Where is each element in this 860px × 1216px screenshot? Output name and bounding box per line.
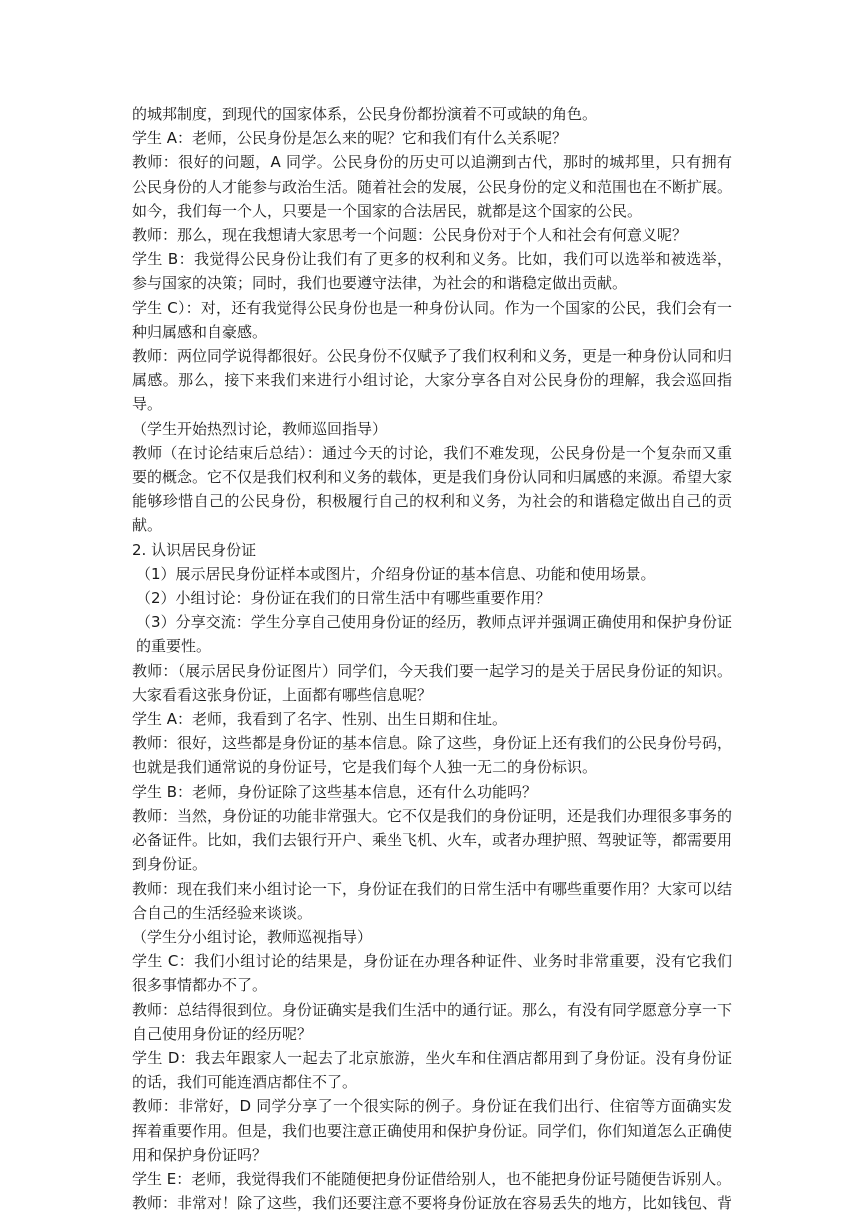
paragraph: 教师：（展示居民身份证图片）同学们，今天我们要一起学习的是关于居民身份证的知识。大家看看这张身份证，上面都有哪些信息呢？: [132, 661, 732, 704]
document-page: [132, 102, 732, 1215]
paragraph: 教师：很好，这些都是身份证的基本信息。除了这些，身份证上还有我们的公民身份号码，也就是我们通常说的身份证号，它是我们每个人独一无二的身份标识。: [132, 734, 733, 777]
paragraph: 教师：两位同学说得都很好。公民身份不仅赋予了我们权利和义务，更是一种身份认同和归属感。那么，接下来我们来进行小组讨论，大家分享各自对公民身份的理解，我会巡回指导。: [132, 347, 733, 414]
paragraph: 学生 C）：对，还有我觉得公民身份也是一种身份认同。作为一个国家的公民，我们会有一种归属感和自豪感。: [132, 298, 732, 341]
paragraph: （学生分小组讨论，教师巡视指导）: [132, 927, 373, 946]
paragraph: 教师：总结得很到位。身份证确实是我们生活中的通行证。那么，有没有同学愿意分享一下自己使用身份证的经历呢？: [132, 1000, 733, 1043]
paragraph: 教师：很好的问题，A 同学。公民身份的历史可以追溯到古代，那时的城邦里，只有拥有公民身份的人才能参与政治生活。随着社会的发展，公民身份的定义和范围也在不断扩展。如今，我们每一个人，只要是一个国家的合法居民，就都是这个国家的公民。: [132, 153, 733, 220]
paragraph: 教师：那么，现在我想请大家思考一个问题：公民身份对于个人和社会有何意义呢？: [132, 226, 688, 245]
paragraph: 教师：当然，身份证的功能非常强大。它不仅是我们的身份证明，还是我们办理很多事务的必备证件。比如，我们去银行开户、乘坐飞机、火车，或者办理护照、驾驶证等，都需要用到身份证。: [132, 806, 733, 874]
section-heading: 2. 认识居民身份证: [132, 540, 257, 559]
paragraph: 教师：现在我们来小组讨论一下，身份证在我们的日常生活中有哪些重要作用？大家可以结合自己的生活经验来谈谈。: [132, 879, 733, 922]
paragraph: 学生 A：老师，我看到了名字、性别、出生日期和住址。: [132, 710, 508, 729]
paragraph: 学生 B：老师，身份证除了这些基本信息，还有什么功能吗？: [132, 782, 538, 801]
list-item: （2）小组讨论：身份证在我们的日常生活中有哪些重要作用？: [136, 589, 551, 608]
paragraph: 学生 A：老师，公民身份是怎么来的呢？它和我们有什么关系呢？: [132, 129, 568, 148]
list-item: （3）分享交流：学生分享自己使用身份证的经历，教师点评并强调正确使用和保护身份证的重要性。: [136, 613, 732, 656]
paragraph: 学生 D：我去年跟家人一起去了北京旅游，坐火车和住酒店都用到了身份证。没有身份证的话，我们可能连酒店都住不了。: [132, 1048, 732, 1092]
paragraph: 的城邦制度，到现代的国家体系，公民身份都扮演着不可或缺的角色。: [132, 105, 598, 123]
paragraph: 学生 C：我们小组讨论的结果是，身份证在办理各种证件、业务时非常重要，没有它我们很多事情都办不了。: [132, 952, 732, 995]
list-item: （1）展示居民身份证样本或图片，介绍身份证的基本信息、功能和使用场景。: [136, 564, 656, 583]
paragraph: （学生开始热烈讨论，教师巡回指导）: [132, 419, 388, 438]
paragraph: 学生 B：我觉得公民身份让我们有了更多的权利和义务。比如，我们可以选举和被选举，参与国家的决策；同时，我们也要遵守法律，为社会的和谐稳定做出贡献。: [132, 250, 732, 293]
paragraph: 教师（在讨论结束后总结）：通过今天的讨论，我们不难发现，公民身份是一个复杂而又重要的概念。它不仅是我们权利和义务的载体，更是我们身份认同和归属感的来源。希望大家能够珍惜自己的公民身份，积极履行自己的权利和义务，为社会的和谐稳定做出自己的贡献。: [132, 443, 733, 535]
paragraph: 教师：非常对！除了这些，我们还要注意不要将身份证放在容易丢失的地方，比如钱包、背: [132, 1194, 733, 1213]
paragraph: 学生 E：老师，我觉得我们不能随便把身份证借给别人，也不能把身份证号随便告诉别人。: [132, 1169, 732, 1188]
paragraph: 教师：非常好，D 同学分享了一个很实际的例子。身份证在我们出行、住宿等方面确实发挥着重要作用。但是，我们也要注意正确使用和保护身份证。同学们，你们知道怎么正确使用和保护身份证吗？: [132, 1097, 733, 1164]
